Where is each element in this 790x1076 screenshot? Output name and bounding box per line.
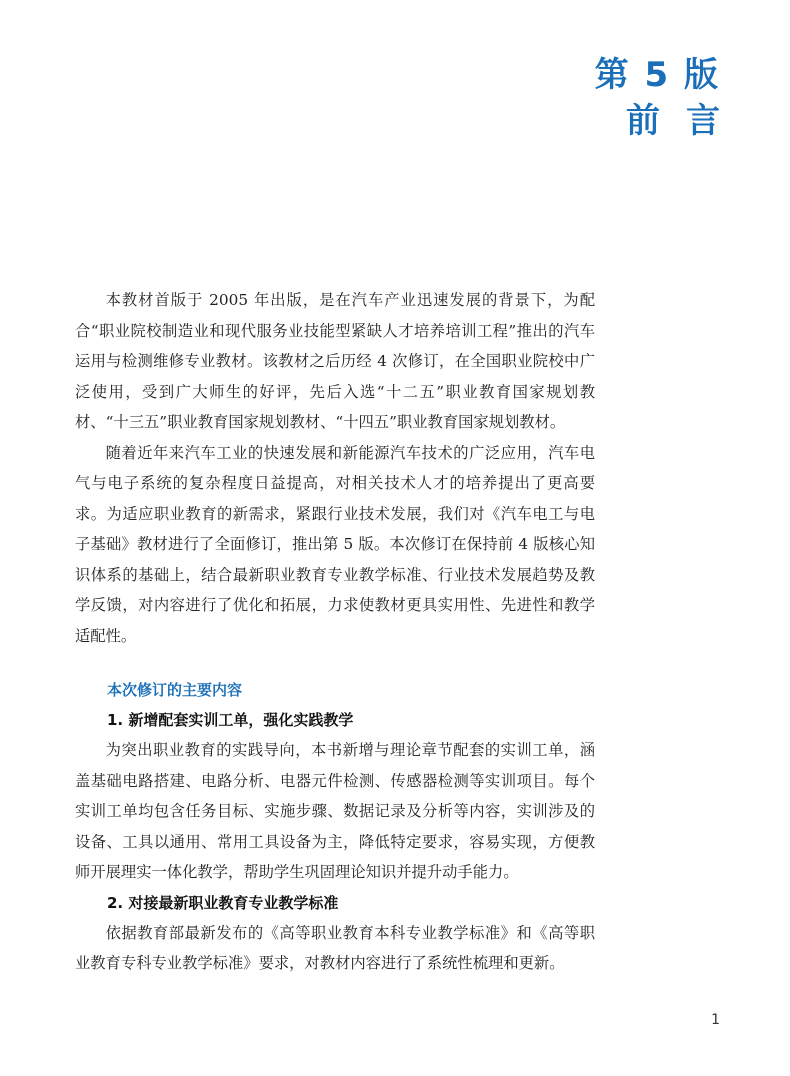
item-paragraph: 为突出职业教育的实践导向，本书新增与理论章节配套的实训工单，涵盖基础电路搭建、电路分析、电器元件检测、传感器检测等实训项目。每个实训工单均包含任务目标、实施步骤、数据记录及分析等内容，实训涉及的设备、工具以通用、常用工具设备为主，降低特定要求，容易实现，方便教师开展理实一体化教学，帮助学生巩固理论知识并提升动手能力。	[75, 741, 595, 881]
preface-body	[75, 285, 595, 979]
section-title: 本次修订的主要内容	[107, 681, 243, 699]
item-paragraph: 依据教育部最新发布的《高等职业教育本科专业教学标准》和《高等职业教育专科专业教学标准》要求，对教材内容进行了系统性梳理和更新。	[75, 923, 595, 972]
page-title: 前言	[626, 101, 746, 141]
item-heading: 1. 新增配套实训工单，强化实践教学	[107, 711, 354, 729]
page-header	[594, 52, 746, 144]
intro-paragraph: 本教材首版于 2005 年出版，是在汽车产业迅速发展的背景下，为配合“职业院校制造业和现代服务业技能型紧缺人才培养培训工程”推出的汽车运用与检测维修专业教材。该教材之后历经 4 次修订，在全国职业院校中广泛使用，受到广大师生的好评，先后入选“十二五”职业教育国家规划教材、“十三五”职业教育国家规划教材、“十四五”职业教育国家规划教材。	[75, 291, 595, 431]
intro-paragraph: 随着近年来汽车工业的快速发展和新能源汽车技术的广泛应用，汽车电气与电子系统的复杂程度日益提高，对相关技术人才的培养提出了更高要求。为适应职业教育的新需求，紧跟行业技术发展，我们对《汽车电工与电子基础》教材进行了全面修订，推出第 5 版。本次修订在保持前 4 版核心知识体系的基础上，结合最新职业教育专业教学标准、行业技术发展趋势及教学反馈，对内容进行了优化和拓展，力求使教材更具实用性、先进性和教学适配性。	[75, 443, 595, 645]
edition-label: 第 5 版	[594, 55, 720, 95]
item-heading: 2. 对接最新职业教育专业教学标准	[107, 893, 339, 912]
page-number: 1	[711, 1012, 720, 1028]
